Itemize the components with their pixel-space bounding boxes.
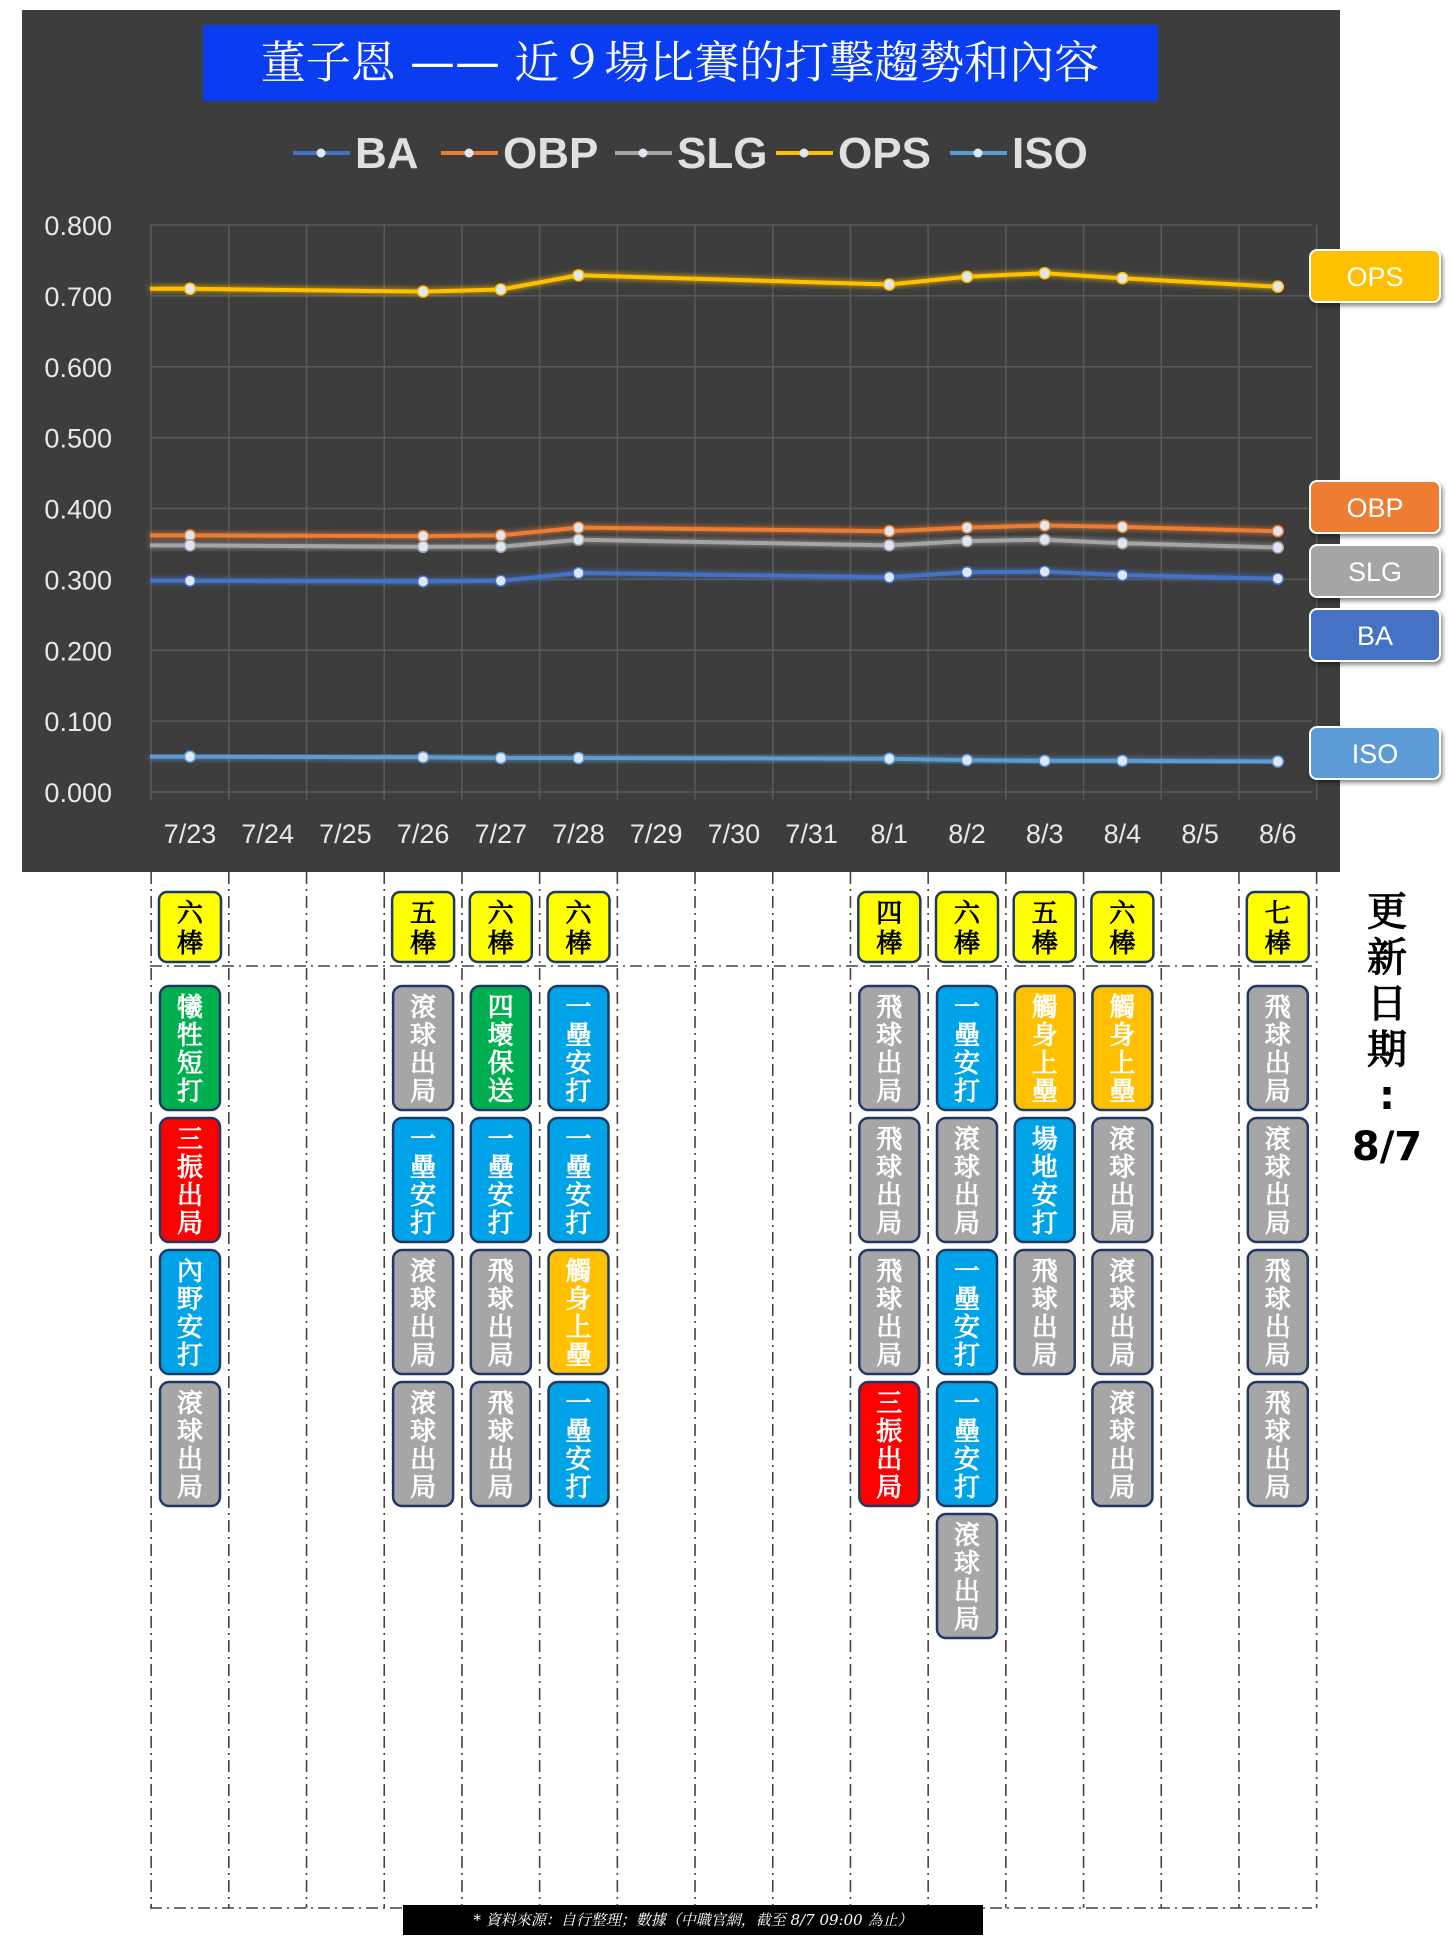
x-tick-label: 7/29 bbox=[629, 819, 683, 849]
legend-label: OBP bbox=[503, 129, 599, 178]
y-tick-label: 0.100 bbox=[44, 707, 112, 738]
data-point bbox=[1272, 542, 1283, 553]
data-point bbox=[884, 526, 895, 537]
result-label: 滾球出局 bbox=[953, 1125, 981, 1239]
result-label: 一壘安打 bbox=[565, 1125, 592, 1239]
result-label: 三振出局 bbox=[176, 1125, 204, 1239]
result-label: 滾球出局 bbox=[953, 1521, 981, 1635]
game-column-8-2 bbox=[936, 892, 998, 1638]
batting-order-label: 六棒 bbox=[953, 899, 981, 959]
x-tick-label: 8/6 bbox=[1259, 819, 1297, 849]
game-column-7-27 bbox=[470, 892, 532, 1506]
result-label: 飛球出局 bbox=[876, 1257, 903, 1371]
result-label: 飛球出局 bbox=[487, 1257, 514, 1371]
batting-order-label: 六棒 bbox=[176, 899, 204, 959]
batting-order-label: 六棒 bbox=[487, 899, 514, 959]
update-date-value: 8/7 bbox=[1351, 1124, 1423, 1170]
batting-order-label: 六棒 bbox=[1109, 899, 1136, 959]
x-tick-label: 8/1 bbox=[870, 819, 909, 849]
data-point bbox=[1117, 521, 1128, 532]
data-point bbox=[185, 283, 196, 294]
game-column-8-1 bbox=[858, 892, 920, 1506]
game-column-8-6 bbox=[1247, 892, 1309, 1506]
y-tick-label: 0.300 bbox=[44, 565, 112, 596]
end-label-text: OPS bbox=[1346, 262, 1404, 292]
update-label: 更新日期: bbox=[1367, 889, 1407, 1119]
data-point bbox=[962, 522, 973, 533]
end-label-text: BA bbox=[1356, 621, 1394, 651]
legend-label: OPS bbox=[838, 129, 931, 178]
end-label-iso bbox=[1310, 727, 1440, 779]
batting-order-label: 四棒 bbox=[876, 899, 903, 959]
footer-note: * 資料來源：自行整理；數據（中職官網，截至 8/7 09:00 為止） bbox=[473, 1911, 913, 1929]
x-tick-label: 7/25 bbox=[319, 819, 372, 849]
data-point bbox=[573, 270, 584, 281]
end-label-text: ISO bbox=[1351, 739, 1399, 769]
legend-marker bbox=[465, 149, 474, 158]
result-label: 滾球出局 bbox=[1264, 1125, 1291, 1239]
game-results bbox=[159, 892, 1309, 1638]
legend-marker bbox=[639, 149, 648, 158]
y-tick-label: 0.200 bbox=[44, 636, 112, 667]
data-point bbox=[185, 540, 196, 551]
x-tick-label: 7/24 bbox=[241, 819, 294, 849]
game-column-7-28 bbox=[548, 892, 610, 1506]
data-point bbox=[495, 284, 506, 295]
data-point bbox=[418, 752, 429, 763]
data-point bbox=[418, 576, 429, 587]
data-point bbox=[1117, 273, 1128, 284]
x-tick-label: 7/30 bbox=[707, 819, 761, 849]
data-point bbox=[1272, 526, 1283, 537]
y-tick-label: 0.800 bbox=[44, 211, 112, 241]
data-point bbox=[962, 536, 973, 547]
data-point bbox=[185, 751, 196, 762]
result-label: 一壘安打 bbox=[953, 993, 981, 1107]
result-label: 滾球出局 bbox=[410, 1257, 437, 1371]
data-point bbox=[884, 753, 895, 764]
end-label-obp bbox=[1310, 481, 1440, 533]
data-point bbox=[1039, 534, 1050, 545]
game-column-8-4 bbox=[1091, 892, 1153, 1506]
game-column-7-26 bbox=[392, 892, 454, 1506]
end-label-text: OBP bbox=[1346, 493, 1404, 523]
result-label: 一壘安打 bbox=[565, 993, 592, 1107]
result-label: 犧牲短打 bbox=[176, 993, 204, 1107]
legend-marker bbox=[800, 149, 809, 158]
end-label-ba bbox=[1310, 609, 1440, 661]
data-point bbox=[573, 534, 584, 545]
result-label: 飛球出局 bbox=[487, 1389, 514, 1503]
data-point bbox=[1272, 756, 1283, 767]
data-point bbox=[573, 522, 584, 533]
result-label: 一壘安打 bbox=[953, 1389, 981, 1503]
data-point bbox=[1039, 520, 1050, 531]
x-tick-label: 7/27 bbox=[474, 819, 528, 849]
result-label: 一壘安打 bbox=[410, 1125, 437, 1239]
legend-marker bbox=[317, 149, 326, 158]
result-label: 場地安打 bbox=[1031, 1125, 1058, 1239]
result-label: 滾球出局 bbox=[410, 1389, 437, 1503]
x-tick-label: 7/31 bbox=[785, 819, 838, 849]
game-column-8-3 bbox=[1014, 892, 1076, 1374]
x-tick-label: 7/28 bbox=[552, 819, 605, 849]
data-point bbox=[418, 286, 429, 297]
batting-order-label: 五棒 bbox=[410, 899, 437, 959]
data-point bbox=[1039, 566, 1050, 577]
data-point bbox=[573, 567, 584, 578]
data-point bbox=[418, 541, 429, 552]
end-label-text: SLG bbox=[1347, 557, 1403, 587]
x-tick-label: 7/26 bbox=[396, 819, 450, 849]
data-point bbox=[418, 531, 429, 542]
result-label: 飛球出局 bbox=[876, 993, 903, 1107]
data-point bbox=[962, 755, 973, 766]
end-label-ops bbox=[1310, 250, 1440, 302]
data-point bbox=[1117, 570, 1128, 581]
x-tick-label: 8/4 bbox=[1103, 819, 1142, 849]
data-point bbox=[1039, 755, 1050, 766]
data-point bbox=[495, 575, 506, 586]
y-tick-label: 0.600 bbox=[44, 352, 112, 383]
x-tick-label: 8/5 bbox=[1181, 819, 1219, 849]
batting-order-label: 六棒 bbox=[565, 899, 592, 959]
result-label: 觸身上壘 bbox=[1031, 993, 1058, 1107]
data-point bbox=[495, 752, 506, 763]
end-label-slg bbox=[1310, 545, 1440, 597]
result-label: 飛球出局 bbox=[876, 1125, 903, 1239]
y-tick-label: 0.000 bbox=[44, 778, 112, 808]
data-point bbox=[573, 752, 584, 763]
result-label: 滾球出局 bbox=[1109, 1389, 1136, 1503]
result-label: 滾球出局 bbox=[410, 993, 437, 1107]
y-axis-ticks bbox=[44, 211, 112, 808]
result-label: 三振出局 bbox=[876, 1389, 903, 1503]
data-point bbox=[1117, 538, 1128, 549]
y-tick-label: 0.700 bbox=[44, 281, 112, 312]
game-column-7-23 bbox=[159, 892, 221, 1506]
result-label: 飛球出局 bbox=[1264, 1257, 1291, 1371]
result-label: 滾球出局 bbox=[176, 1389, 204, 1503]
data-point bbox=[1272, 573, 1283, 584]
data-point bbox=[495, 530, 506, 541]
y-tick-label: 0.400 bbox=[44, 494, 112, 525]
result-label: 內野安打 bbox=[176, 1257, 204, 1371]
data-point bbox=[495, 541, 506, 552]
y-tick-label: 0.500 bbox=[44, 423, 112, 454]
result-label: 一壘安打 bbox=[487, 1125, 514, 1239]
x-axis-ticks bbox=[164, 819, 1297, 849]
result-label: 飛球出局 bbox=[1031, 1257, 1058, 1371]
data-point bbox=[1117, 755, 1128, 766]
data-point bbox=[962, 271, 973, 282]
data-point bbox=[884, 540, 895, 551]
result-label: 滾球出局 bbox=[1109, 1125, 1136, 1239]
result-label: 觸身上壘 bbox=[565, 1257, 592, 1371]
legend-marker bbox=[974, 149, 983, 158]
result-label: 飛球出局 bbox=[1264, 1389, 1291, 1503]
data-point bbox=[884, 279, 895, 290]
x-tick-label: 8/2 bbox=[948, 819, 986, 849]
result-label: 滾球出局 bbox=[1109, 1257, 1136, 1371]
result-label: 觸身上壘 bbox=[1109, 993, 1136, 1107]
legend-label: ISO bbox=[1012, 129, 1088, 178]
data-point bbox=[1039, 268, 1050, 279]
batting-order-label: 五棒 bbox=[1031, 899, 1058, 959]
x-tick-label: 7/23 bbox=[163, 819, 217, 849]
update-date bbox=[1352, 889, 1422, 1170]
result-label: 一壘安打 bbox=[565, 1389, 592, 1503]
result-label: 飛球出局 bbox=[1264, 993, 1291, 1107]
data-point bbox=[962, 567, 973, 578]
batting-order-label: 七棒 bbox=[1264, 899, 1291, 959]
chart-title: 董子恩 —— 近９場比賽的打擊趨勢和內容 bbox=[260, 36, 1100, 89]
data-point bbox=[1272, 281, 1283, 292]
x-tick-label: 8/3 bbox=[1025, 819, 1064, 849]
data-point bbox=[185, 575, 196, 586]
data-point bbox=[884, 572, 895, 583]
legend-label: SLG bbox=[677, 129, 768, 178]
result-label: 四壞保送 bbox=[487, 993, 514, 1107]
result-label: 一壘安打 bbox=[953, 1257, 981, 1371]
legend-label: BA bbox=[355, 129, 419, 178]
